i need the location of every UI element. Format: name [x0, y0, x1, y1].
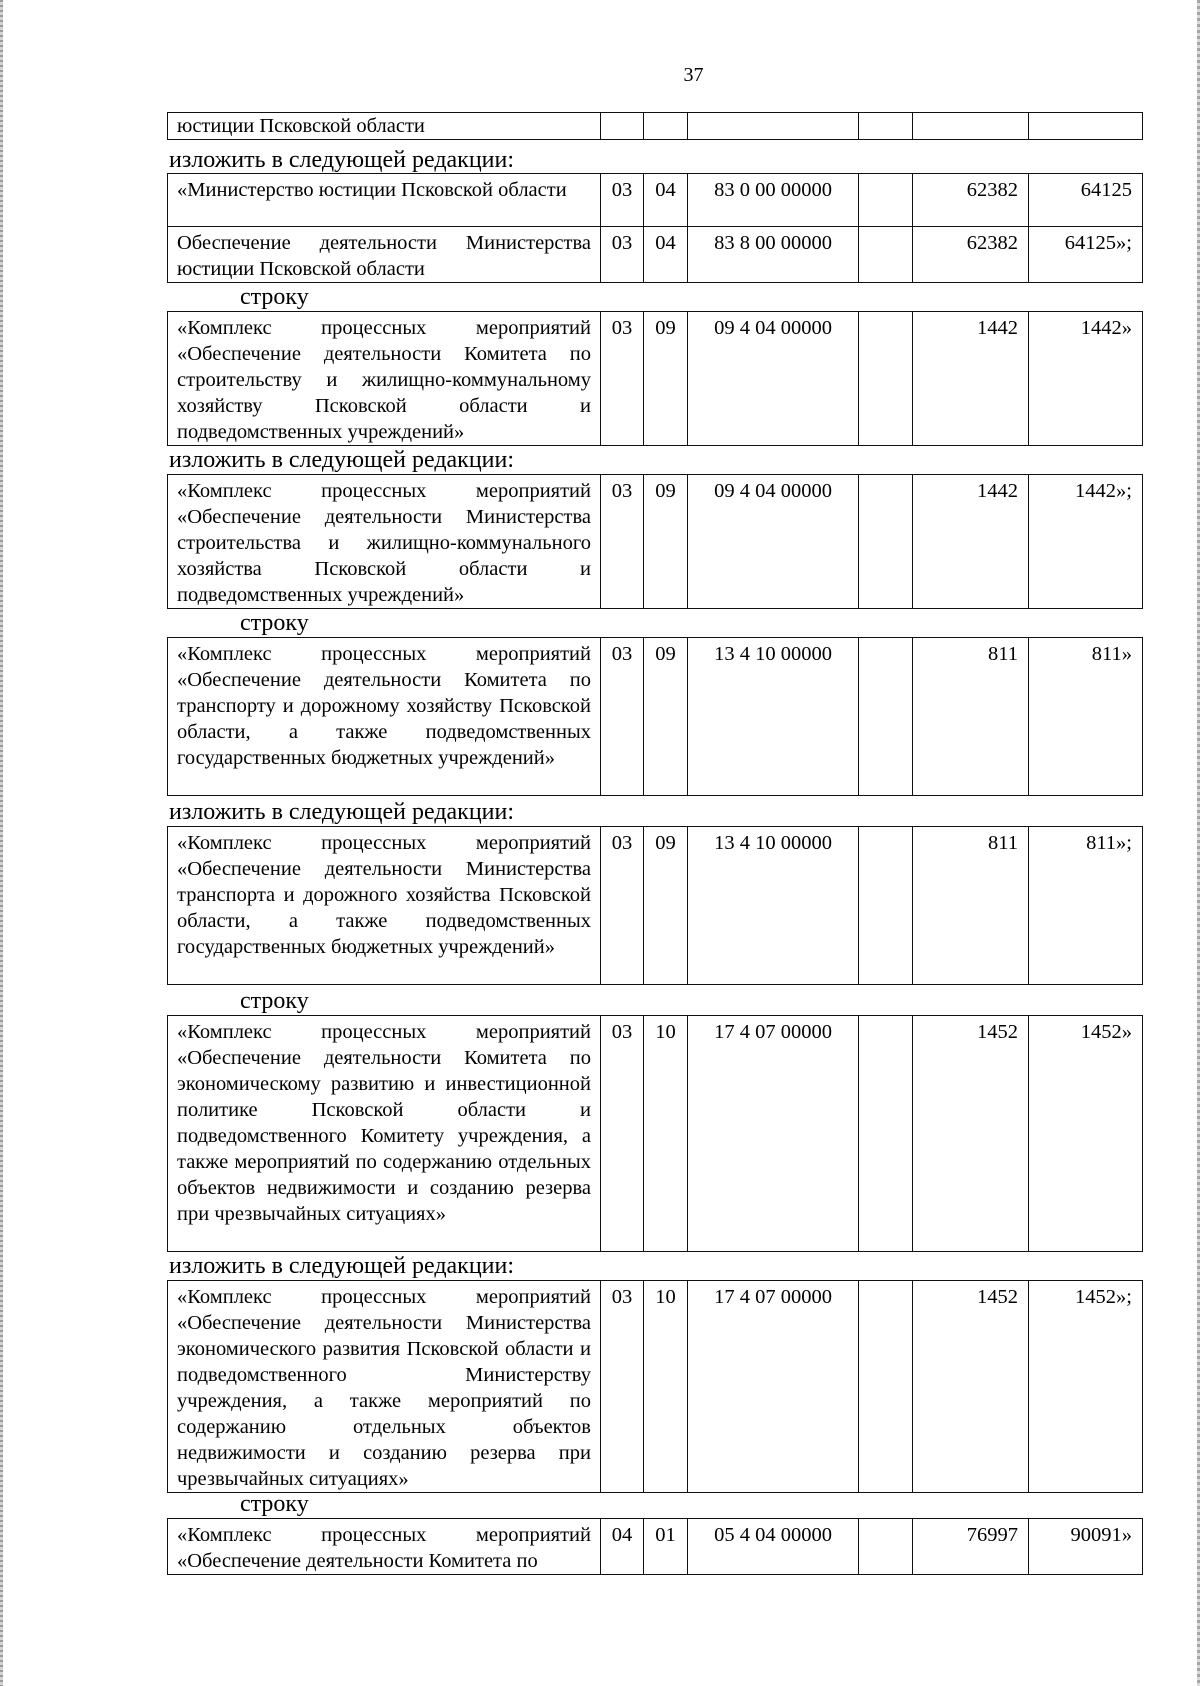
row-name: юстиции Псковской области	[168, 113, 601, 140]
row-section: 03	[601, 827, 644, 985]
row-value-year1: 62382	[913, 227, 1029, 283]
table-row	[168, 227, 1143, 283]
row-section: 03	[601, 475, 644, 609]
row-expense-type	[859, 475, 913, 609]
row-expense-type	[859, 638, 913, 796]
row-subsection: 04	[644, 227, 688, 283]
row-expense-type	[859, 312, 913, 446]
table-row	[168, 1016, 1143, 1252]
caption-edit: изложить в следующей редакции:	[169, 799, 515, 825]
row-value-year2: 1452»	[1029, 1016, 1143, 1252]
row-subsection: 04	[644, 174, 688, 227]
caption-line: строку	[240, 284, 309, 310]
table-block-5	[167, 826, 1142, 985]
row-value-year2: 90091»	[1029, 1519, 1143, 1575]
row-section	[601, 113, 644, 140]
table-continuation	[167, 112, 1142, 140]
row-name: «Комплекс процессных мероприятий «Обеспечение деятельности Комитета по строительству и жилищно-коммунальному хозяйству Псковской области и подведомственных учреждений»	[168, 312, 601, 446]
page-number: 37	[683, 64, 704, 86]
row-value-year1	[913, 113, 1029, 140]
caption-line: строку	[240, 988, 309, 1014]
table-row	[168, 475, 1143, 609]
row-value-year1: 1452	[913, 1016, 1029, 1252]
row-target-code: 13 4 10 00000	[688, 638, 859, 796]
table-row	[168, 1519, 1143, 1575]
row-target-code: 09 4 04 00000	[688, 475, 859, 609]
row-value-year2: 64125»;	[1029, 227, 1143, 283]
row-name: «Комплекс процессных мероприятий «Обеспечение деятельности Комитета по экономическому развитию и инвестиционной политике Псковской области и подведомственного Комитету учреждения, а также мероприятий по содержанию отдельных объектов недвижимости и созданию резерва при чрезвычайных ситуациях»	[168, 1016, 601, 1252]
table-row	[168, 1281, 1143, 1493]
row-section: 03	[601, 227, 644, 283]
row-value-year2	[1029, 113, 1143, 140]
row-value-year1: 1442	[913, 312, 1029, 446]
row-target-code: 09 4 04 00000	[688, 312, 859, 446]
row-name: «Комплекс процессных мероприятий «Обеспечение деятельности Министерства экономического развития Псковской области и подведомственного Министерству учреждения, а также мероприятий по содержанию отдельных объектов недвижимости и созданию резерва при чрезвычайных ситуациях»	[168, 1281, 601, 1493]
row-target-code: 83 0 00 00000	[688, 174, 859, 227]
table-block-3	[167, 474, 1142, 609]
table-row	[168, 827, 1143, 985]
row-subsection: 09	[644, 312, 688, 446]
row-expense-type	[859, 227, 913, 283]
caption-edit: изложить в следующей редакции:	[169, 1253, 515, 1279]
row-value-year1: 1442	[913, 475, 1029, 609]
row-name: «Комплекс процессных мероприятий «Обеспечение деятельности Комитета по	[168, 1519, 601, 1575]
table-block-7	[167, 1280, 1142, 1493]
table-block-2	[167, 311, 1142, 446]
row-section: 03	[601, 174, 644, 227]
row-value-year2: 1442»;	[1029, 475, 1143, 609]
row-expense-type	[859, 827, 913, 985]
row-name: «Комплекс процессных мероприятий «Обеспечение деятельности Министерства строительства и жилищно-коммунального хозяйства Псковской области и подведомственных учреждений»	[168, 475, 601, 609]
row-section: 03	[601, 1016, 644, 1252]
row-value-year2: 1452»;	[1029, 1281, 1143, 1493]
table-row	[168, 174, 1143, 227]
row-subsection: 09	[644, 827, 688, 985]
row-target-code: 17 4 07 00000	[688, 1281, 859, 1493]
caption-edit: изложить в следующей редакции:	[169, 447, 515, 473]
caption-line: строку	[240, 610, 309, 636]
row-expense-type	[859, 1016, 913, 1252]
row-subsection: 10	[644, 1281, 688, 1493]
caption-edit: изложить в следующей редакции:	[169, 147, 515, 173]
row-name: Обеспечение деятельности Министерства юстиции Псковской области	[168, 227, 601, 283]
row-expense-type	[859, 1519, 913, 1575]
row-subsection: 09	[644, 638, 688, 796]
table-row	[168, 113, 1143, 140]
row-value-year1: 811	[913, 827, 1029, 985]
row-target-code: 13 4 10 00000	[688, 827, 859, 985]
row-value-year2: 1442»	[1029, 312, 1143, 446]
scan-edge-left	[0, 0, 3, 1686]
row-name: «Комплекс процессных мероприятий «Обеспечение деятельности Министерства транспорта и дорожного хозяйства Псковской области, а также подведомственных государственных бюджетных учреждений»	[168, 827, 601, 985]
row-value-year1: 811	[913, 638, 1029, 796]
table-block-8	[167, 1518, 1142, 1575]
row-name: «Комплекс процессных мероприятий «Обеспечение деятельности Комитета по транспорту и дорожному хозяйству Псковской области, а также подведомственных государственных бюджетных учреждений»	[168, 638, 601, 796]
caption-line: строку	[240, 1491, 309, 1517]
row-value-year2: 811»	[1029, 638, 1143, 796]
row-expense-type	[859, 174, 913, 227]
row-value-year1: 1452	[913, 1281, 1029, 1493]
table-row	[168, 312, 1143, 446]
row-value-year2: 811»;	[1029, 827, 1143, 985]
row-target-code: 83 8 00 00000	[688, 227, 859, 283]
row-subsection	[644, 113, 688, 140]
row-name: «Министерство юстиции Псковской области	[168, 174, 601, 227]
row-target-code: 17 4 07 00000	[688, 1016, 859, 1252]
row-subsection: 01	[644, 1519, 688, 1575]
table-row	[168, 638, 1143, 796]
row-subsection: 10	[644, 1016, 688, 1252]
row-value-year2: 64125	[1029, 174, 1143, 227]
row-subsection: 09	[644, 475, 688, 609]
row-value-year1: 76997	[913, 1519, 1029, 1575]
table-block-4	[167, 637, 1142, 796]
table-block-1	[167, 173, 1142, 283]
row-expense-type	[859, 1281, 913, 1493]
row-target-code	[688, 113, 859, 140]
row-section: 03	[601, 1281, 644, 1493]
row-section: 03	[601, 312, 644, 446]
table-block-6	[167, 1015, 1142, 1252]
row-value-year1: 62382	[913, 174, 1029, 227]
row-target-code: 05 4 04 00000	[688, 1519, 859, 1575]
row-expense-type	[859, 113, 913, 140]
row-section: 03	[601, 638, 644, 796]
row-section: 04	[601, 1519, 644, 1575]
